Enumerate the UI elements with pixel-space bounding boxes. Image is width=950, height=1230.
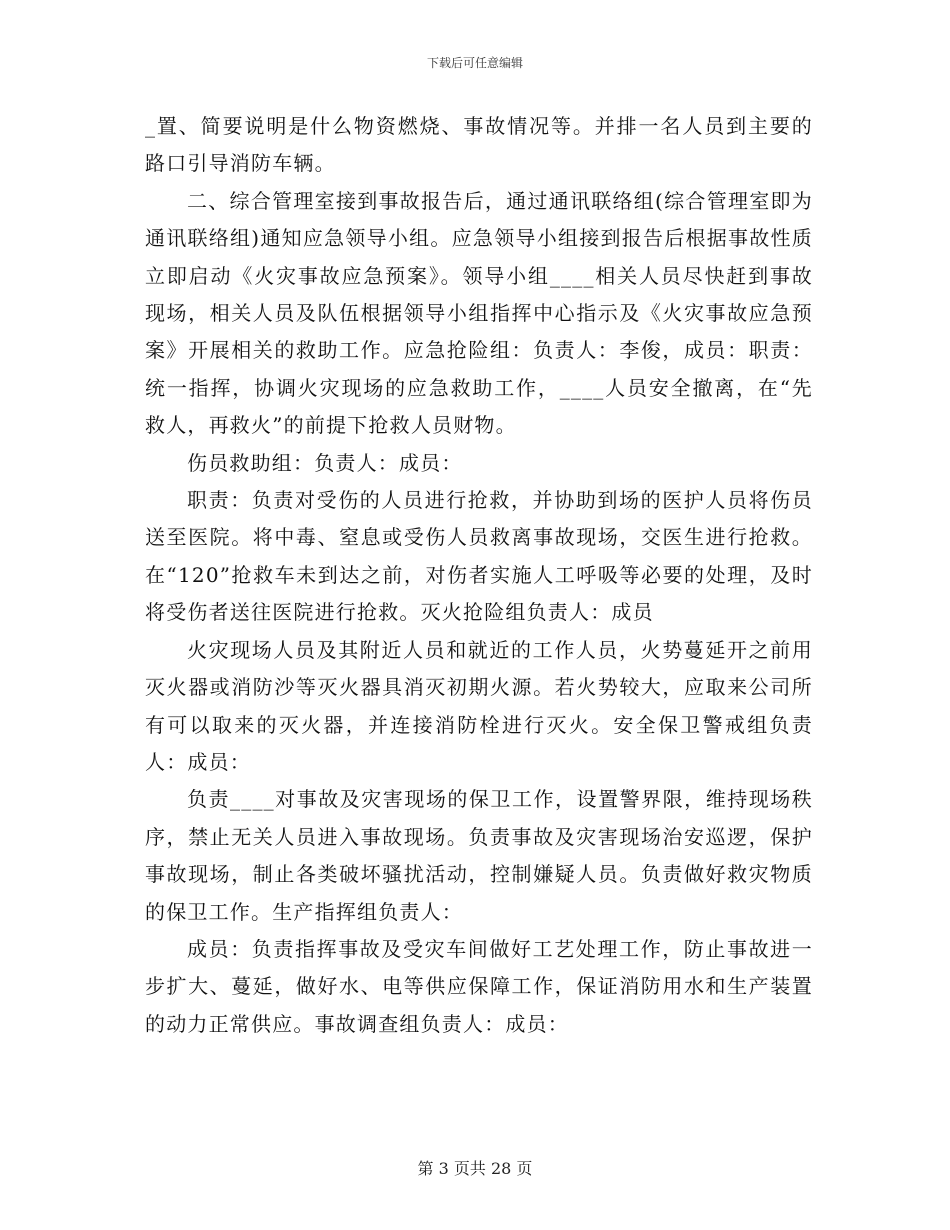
paragraph-6: 负责____对事故及灾害现场的保卫工作，设置警界限，维持现场秩序，禁止无关人员进入事故现场。负责事故及灾害现场治安巡逻，保护事故现场，制止各类破坏骚扰活动，控制嫌疑人员。负责做好救灾物质的保卫工作。生产指挥组负责人： — [145, 787, 813, 924]
paragraph-4: 职责：负责对受伤的人员进行抢救，并协助到场的医护人员将伤员送至医院。将中毒、窒息或受伤人员救离事故现场，交医生进行抢救。在“120”抢救车未到达之前，对伤者实施人工呼吸等必要的处理，及时将受伤者送往医院进行抢救。灭火抢险组负责人：成员 — [145, 488, 813, 625]
page-header-note: 下载后可任意编辑 — [426, 56, 523, 70]
paragraph-5: 火灾现场人员及其附近人员和就近的工作人员，火势蔓延开之前用灭火器或消防沙等灭火器具消灭初期火源。若火势较大，应取来公司所有可以取来的灭火器，并连接消防栓进行灭火。安全保卫警戒组负责人：成员： — [145, 637, 813, 774]
paragraph-3: 伤员救助组：负责人：成员： — [187, 450, 463, 475]
paragraph-1: _置、简要说明是什么物资燃烧、事故情况等。并排一名人员到主要的路口引导消防车辆。 — [145, 114, 813, 176]
document-body — [145, 108, 813, 1043]
page-number-footer: 第 3 页共 28 页 — [417, 1159, 533, 1178]
paragraph-2: 二、综合管理室接到事故报告后，通过通讯联络组(综合管理室即为通讯联络组)通知应急领导小组。应急领导小组接到报告后根据事故性质立即启动《火灾事故应急预案》。领导小组____相关人员尽快赶到事故现场，相关人员及队伍根据领导小组指挥中心指示及《火灾事故应急预案》开展相关的救助工作。应急抢险组：负责人：李俊，成员：职责：统一指挥，协调火灾现场的应急救助工作，____人员安全撤离，在“先救人，再救火”的前提下抢救人员财物。 — [145, 188, 813, 438]
paragraph-7: 成员：负责指挥事故及受灾车间做好工艺处理工作，防止事故进一步扩大、蔓延，做好水、电等供应保障工作，保证消防用水和生产装置的动力正常供应。事故调查组负责人：成员： — [145, 936, 813, 1036]
